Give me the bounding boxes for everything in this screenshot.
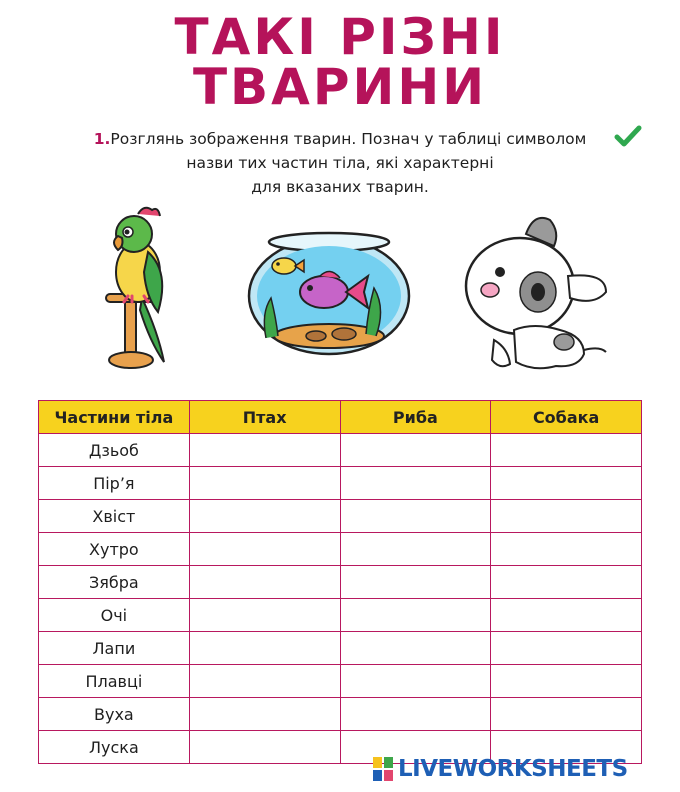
puppy-illustration: [464, 210, 610, 376]
check-cell-fish[interactable]: [340, 434, 491, 467]
table-row: [39, 698, 642, 731]
check-cell-dog[interactable]: [491, 599, 642, 632]
check-cell-dog[interactable]: [491, 533, 642, 566]
body-part-label: Вуха: [39, 698, 190, 731]
header-bird: Птах: [189, 401, 340, 434]
liveworksheets-logo-icon: [372, 756, 394, 782]
table-row: [39, 533, 642, 566]
table-row: [39, 566, 642, 599]
liveworksheets-logo: [372, 754, 628, 784]
task-line-1: Розглянь зображення тварин. Познач у таблиці символом: [110, 130, 587, 148]
check-cell-bird[interactable]: [189, 698, 340, 731]
parrot-illustration: [98, 202, 178, 374]
check-cell-fish[interactable]: [340, 467, 491, 500]
header-body-parts: Частини тіла: [39, 401, 190, 434]
table-row: [39, 599, 642, 632]
check-cell-dog[interactable]: [491, 632, 642, 665]
check-cell-fish[interactable]: [340, 632, 491, 665]
body-part-label: Луска: [39, 731, 190, 764]
title-line-1: ТАКІ РІЗНІ: [174, 8, 506, 66]
table-row: [39, 434, 642, 467]
body-part-label: Дзьоб: [39, 434, 190, 467]
table-row: [39, 500, 642, 533]
liveworksheets-logo-text: LIVEWORKSHEETS: [398, 756, 628, 782]
header-fish: Риба: [340, 401, 491, 434]
table-row: [39, 467, 642, 500]
body-part-label: Зябра: [39, 566, 190, 599]
task-number: 1.: [93, 130, 111, 148]
check-cell-fish[interactable]: [340, 698, 491, 731]
body-part-label: Хутро: [39, 533, 190, 566]
check-cell-dog[interactable]: [491, 500, 642, 533]
fishbowl-illustration: [246, 228, 412, 356]
title-line-2: ТВАРИНИ: [192, 58, 488, 116]
check-cell-dog[interactable]: [491, 665, 642, 698]
task-instructions: [40, 127, 640, 199]
task-line-3: для вказаних тварин.: [251, 178, 429, 196]
check-cell-bird[interactable]: [189, 434, 340, 467]
body-part-label: Плавці: [39, 665, 190, 698]
check-cell-dog[interactable]: [491, 698, 642, 731]
table-row: [39, 632, 642, 665]
body-part-label: Лапи: [39, 632, 190, 665]
check-cell-bird[interactable]: [189, 533, 340, 566]
task-line-2: назви тих частин тіла, які характерні: [186, 154, 494, 172]
check-cell-bird[interactable]: [189, 665, 340, 698]
check-cell-dog[interactable]: [491, 566, 642, 599]
check-cell-bird[interactable]: [189, 500, 340, 533]
check-cell-bird[interactable]: [189, 467, 340, 500]
check-cell-bird[interactable]: [189, 566, 340, 599]
check-cell-fish[interactable]: [340, 665, 491, 698]
check-cell-bird[interactable]: [189, 599, 340, 632]
check-cell-fish[interactable]: [340, 566, 491, 599]
body-part-label: Хвіст: [39, 500, 190, 533]
check-cell-dog[interactable]: [491, 434, 642, 467]
check-cell-fish[interactable]: [340, 500, 491, 533]
check-cell-bird[interactable]: [189, 731, 340, 764]
header-dog: Собака: [491, 401, 642, 434]
check-cell-dog[interactable]: [491, 467, 642, 500]
table-row: [39, 665, 642, 698]
body-part-label: Пір’я: [39, 467, 190, 500]
body-parts-table: [38, 400, 642, 764]
check-cell-fish[interactable]: [340, 599, 491, 632]
check-cell-bird[interactable]: [189, 632, 340, 665]
check-icon: [614, 124, 642, 148]
check-cell-fish[interactable]: [340, 533, 491, 566]
body-part-label: Очі: [39, 599, 190, 632]
table-header-row: [39, 401, 642, 434]
